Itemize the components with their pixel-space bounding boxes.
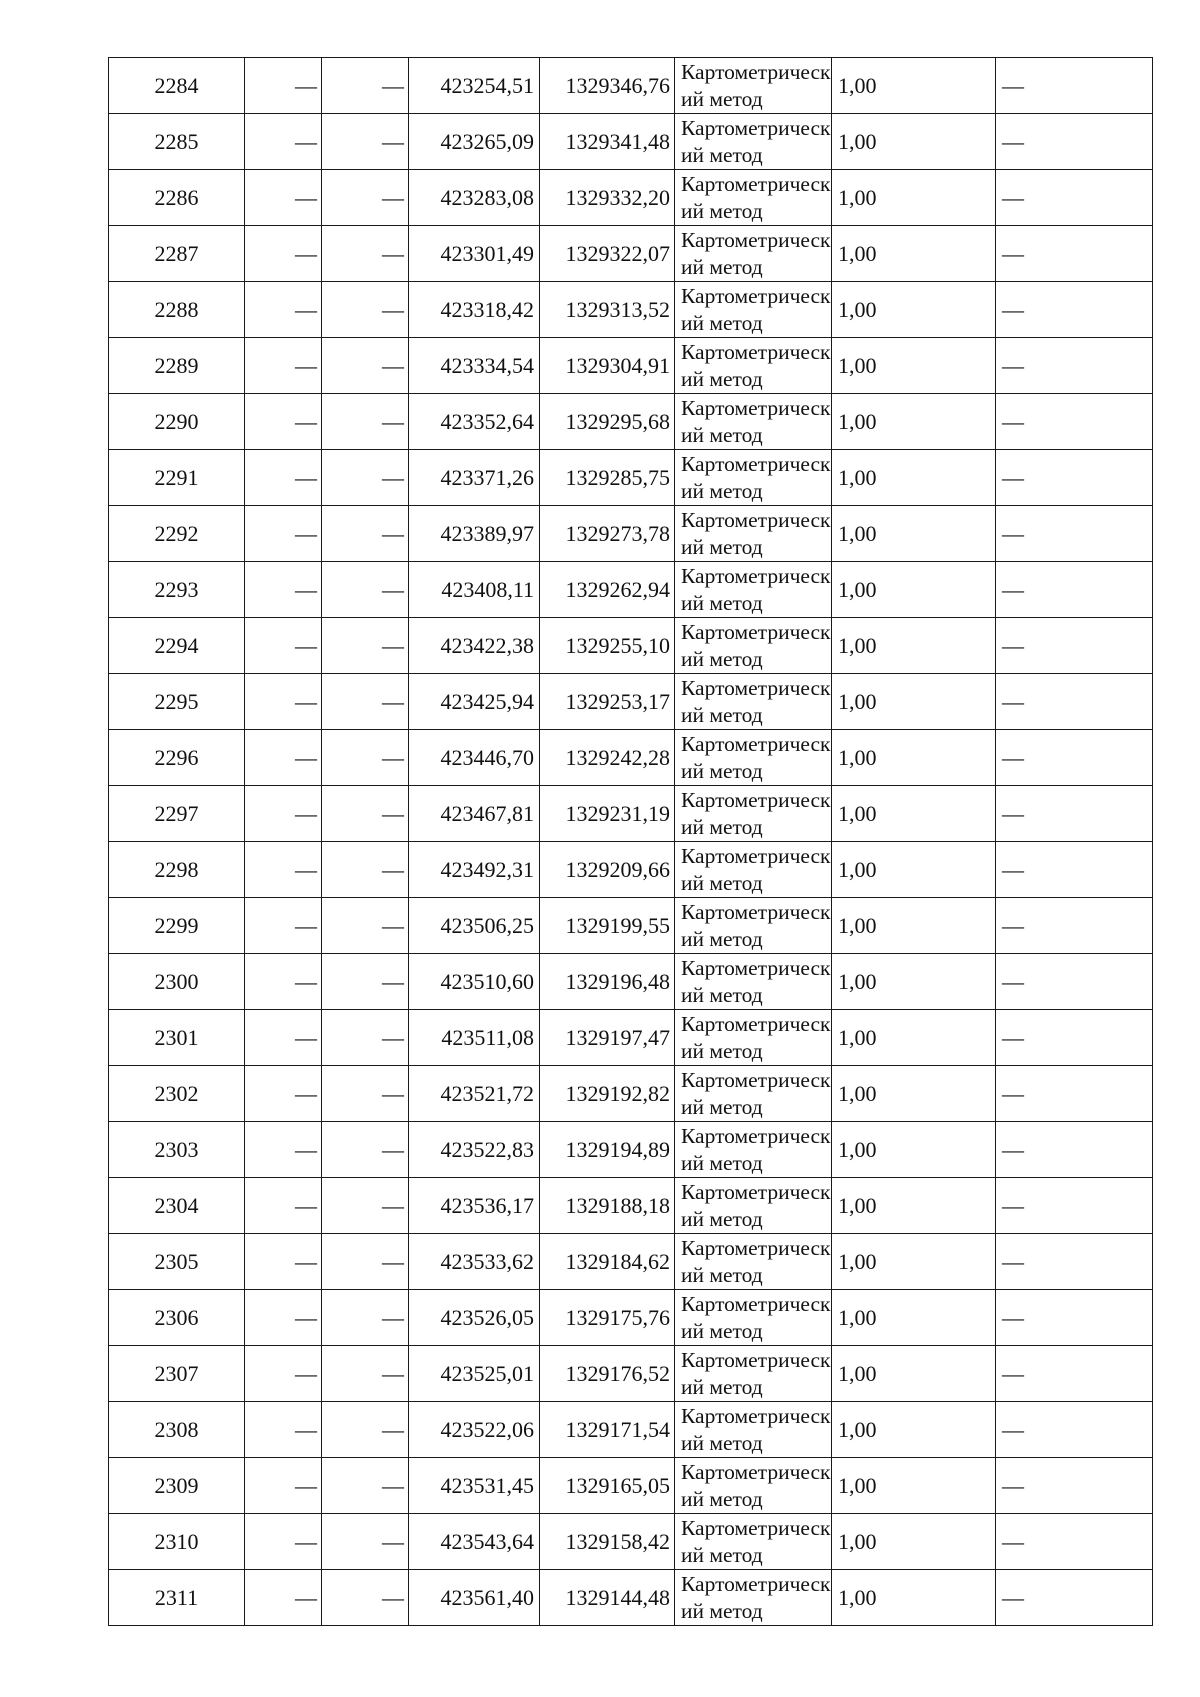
- description-cell: —: [996, 1458, 1153, 1514]
- y-coordinate-cell: 1329322,07: [540, 226, 675, 282]
- accuracy-cell: 1,00: [832, 1458, 996, 1514]
- accuracy-cell: 1,00: [832, 394, 996, 450]
- empty-value-cell: —: [322, 674, 409, 730]
- method-cell: Картометрический метод: [675, 1178, 832, 1234]
- description-cell: —: [996, 1570, 1153, 1626]
- table-row: [109, 1346, 1153, 1402]
- point-number-cell: 2307: [109, 1346, 245, 1402]
- empty-value-cell: —: [245, 842, 322, 898]
- table-row: [109, 58, 1153, 114]
- description-cell: —: [996, 450, 1153, 506]
- table-row: [109, 1122, 1153, 1178]
- empty-value-cell: —: [245, 1010, 322, 1066]
- accuracy-cell: 1,00: [832, 1010, 996, 1066]
- accuracy-cell: 1,00: [832, 226, 996, 282]
- point-number-cell: 2309: [109, 1458, 245, 1514]
- x-coordinate-cell: 423522,83: [409, 1122, 540, 1178]
- empty-value-cell: —: [245, 898, 322, 954]
- empty-value-cell: —: [322, 562, 409, 618]
- x-coordinate-cell: 423425,94: [409, 674, 540, 730]
- empty-value-cell: —: [322, 1122, 409, 1178]
- empty-value-cell: —: [245, 450, 322, 506]
- point-number-cell: 2290: [109, 394, 245, 450]
- empty-value-cell: —: [322, 1066, 409, 1122]
- empty-value-cell: —: [245, 58, 322, 114]
- empty-value-cell: —: [245, 730, 322, 786]
- y-coordinate-cell: 1329199,55: [540, 898, 675, 954]
- empty-value-cell: —: [322, 1402, 409, 1458]
- empty-value-cell: —: [322, 1570, 409, 1626]
- table-row: [109, 114, 1153, 170]
- method-cell: Картометрический метод: [675, 562, 832, 618]
- method-cell: Картометрический метод: [675, 1458, 832, 1514]
- accuracy-cell: 1,00: [832, 170, 996, 226]
- accuracy-cell: 1,00: [832, 1346, 996, 1402]
- point-number-cell: 2284: [109, 58, 245, 114]
- method-cell: Картометрический метод: [675, 282, 832, 338]
- table-row: [109, 1066, 1153, 1122]
- description-cell: —: [996, 562, 1153, 618]
- method-cell: Картометрический метод: [675, 898, 832, 954]
- method-cell: Картометрический метод: [675, 1570, 832, 1626]
- description-cell: —: [996, 842, 1153, 898]
- point-number-cell: 2285: [109, 114, 245, 170]
- method-cell: Картометрический метод: [675, 1066, 832, 1122]
- table-row: [109, 1290, 1153, 1346]
- accuracy-cell: 1,00: [832, 954, 996, 1010]
- method-cell: Картометрический метод: [675, 1402, 832, 1458]
- table-row: [109, 394, 1153, 450]
- point-number-cell: 2303: [109, 1122, 245, 1178]
- x-coordinate-cell: 423521,72: [409, 1066, 540, 1122]
- x-coordinate-cell: 423525,01: [409, 1346, 540, 1402]
- accuracy-cell: 1,00: [832, 618, 996, 674]
- method-cell: Картометрический метод: [675, 170, 832, 226]
- table-row: [109, 282, 1153, 338]
- empty-value-cell: —: [245, 618, 322, 674]
- empty-value-cell: —: [322, 226, 409, 282]
- y-coordinate-cell: 1329175,76: [540, 1290, 675, 1346]
- accuracy-cell: 1,00: [832, 58, 996, 114]
- method-cell: Картометрический метод: [675, 1514, 832, 1570]
- y-coordinate-cell: 1329176,52: [540, 1346, 675, 1402]
- description-cell: —: [996, 170, 1153, 226]
- method-cell: Картометрический метод: [675, 506, 832, 562]
- description-cell: —: [996, 674, 1153, 730]
- accuracy-cell: 1,00: [832, 1178, 996, 1234]
- empty-value-cell: —: [245, 674, 322, 730]
- accuracy-cell: 1,00: [832, 730, 996, 786]
- table-row: [109, 1234, 1153, 1290]
- y-coordinate-cell: 1329231,19: [540, 786, 675, 842]
- table-row: [109, 450, 1153, 506]
- empty-value-cell: —: [322, 170, 409, 226]
- x-coordinate-cell: 423536,17: [409, 1178, 540, 1234]
- x-coordinate-cell: 423301,49: [409, 226, 540, 282]
- y-coordinate-cell: 1329285,75: [540, 450, 675, 506]
- table-row: [109, 674, 1153, 730]
- method-cell: Картометрический метод: [675, 1122, 832, 1178]
- point-number-cell: 2297: [109, 786, 245, 842]
- y-coordinate-cell: 1329295,68: [540, 394, 675, 450]
- empty-value-cell: —: [322, 1514, 409, 1570]
- y-coordinate-cell: 1329197,47: [540, 1010, 675, 1066]
- method-cell: Картометрический метод: [675, 618, 832, 674]
- empty-value-cell: —: [245, 282, 322, 338]
- x-coordinate-cell: 423511,08: [409, 1010, 540, 1066]
- description-cell: —: [996, 1122, 1153, 1178]
- empty-value-cell: —: [322, 618, 409, 674]
- point-number-cell: 2292: [109, 506, 245, 562]
- method-cell: Картометрический метод: [675, 842, 832, 898]
- accuracy-cell: 1,00: [832, 786, 996, 842]
- x-coordinate-cell: 423265,09: [409, 114, 540, 170]
- y-coordinate-cell: 1329194,89: [540, 1122, 675, 1178]
- y-coordinate-cell: 1329188,18: [540, 1178, 675, 1234]
- description-cell: —: [996, 1290, 1153, 1346]
- description-cell: —: [996, 618, 1153, 674]
- x-coordinate-cell: 423467,81: [409, 786, 540, 842]
- table-row: [109, 1514, 1153, 1570]
- empty-value-cell: —: [322, 1178, 409, 1234]
- y-coordinate-cell: 1329346,76: [540, 58, 675, 114]
- x-coordinate-cell: 423371,26: [409, 450, 540, 506]
- table-row: [109, 618, 1153, 674]
- point-number-cell: 2296: [109, 730, 245, 786]
- description-cell: —: [996, 898, 1153, 954]
- method-cell: Картометрический метод: [675, 674, 832, 730]
- description-cell: —: [996, 394, 1153, 450]
- x-coordinate-cell: 423561,40: [409, 1570, 540, 1626]
- accuracy-cell: 1,00: [832, 450, 996, 506]
- x-coordinate-cell: 423526,05: [409, 1290, 540, 1346]
- x-coordinate-cell: 423543,64: [409, 1514, 540, 1570]
- empty-value-cell: —: [322, 1234, 409, 1290]
- empty-value-cell: —: [245, 1234, 322, 1290]
- point-number-cell: 2306: [109, 1290, 245, 1346]
- table-row: [109, 786, 1153, 842]
- empty-value-cell: —: [322, 1458, 409, 1514]
- empty-value-cell: —: [245, 170, 322, 226]
- table-row: [109, 1570, 1153, 1626]
- empty-value-cell: —: [245, 1346, 322, 1402]
- point-number-cell: 2304: [109, 1178, 245, 1234]
- description-cell: —: [996, 954, 1153, 1010]
- accuracy-cell: 1,00: [832, 1122, 996, 1178]
- method-cell: Картометрический метод: [675, 450, 832, 506]
- x-coordinate-cell: 423522,06: [409, 1402, 540, 1458]
- point-number-cell: 2291: [109, 450, 245, 506]
- method-cell: Картометрический метод: [675, 730, 832, 786]
- y-coordinate-cell: 1329242,28: [540, 730, 675, 786]
- point-number-cell: 2294: [109, 618, 245, 674]
- empty-value-cell: —: [245, 506, 322, 562]
- table-row: [109, 562, 1153, 618]
- empty-value-cell: —: [322, 1010, 409, 1066]
- point-number-cell: 2308: [109, 1402, 245, 1458]
- x-coordinate-cell: 423510,60: [409, 954, 540, 1010]
- y-coordinate-cell: 1329332,20: [540, 170, 675, 226]
- x-coordinate-cell: 423283,08: [409, 170, 540, 226]
- empty-value-cell: —: [322, 506, 409, 562]
- empty-value-cell: —: [322, 450, 409, 506]
- x-coordinate-cell: 423492,31: [409, 842, 540, 898]
- empty-value-cell: —: [322, 786, 409, 842]
- point-number-cell: 2295: [109, 674, 245, 730]
- point-number-cell: 2287: [109, 226, 245, 282]
- empty-value-cell: —: [322, 842, 409, 898]
- y-coordinate-cell: 1329196,48: [540, 954, 675, 1010]
- table-row: [109, 1178, 1153, 1234]
- empty-value-cell: —: [245, 1402, 322, 1458]
- description-cell: —: [996, 1514, 1153, 1570]
- method-cell: Картометрический метод: [675, 338, 832, 394]
- x-coordinate-cell: 423352,64: [409, 394, 540, 450]
- accuracy-cell: 1,00: [832, 282, 996, 338]
- accuracy-cell: 1,00: [832, 1234, 996, 1290]
- empty-value-cell: —: [245, 1066, 322, 1122]
- empty-value-cell: —: [245, 1178, 322, 1234]
- description-cell: —: [996, 1346, 1153, 1402]
- table-row: [109, 338, 1153, 394]
- table-row: [109, 954, 1153, 1010]
- y-coordinate-cell: 1329144,48: [540, 1570, 675, 1626]
- empty-value-cell: —: [245, 1570, 322, 1626]
- empty-value-cell: —: [245, 1458, 322, 1514]
- point-number-cell: 2302: [109, 1066, 245, 1122]
- accuracy-cell: 1,00: [832, 842, 996, 898]
- accuracy-cell: 1,00: [832, 338, 996, 394]
- point-number-cell: 2289: [109, 338, 245, 394]
- description-cell: —: [996, 338, 1153, 394]
- point-number-cell: 2288: [109, 282, 245, 338]
- point-number-cell: 2311: [109, 1570, 245, 1626]
- empty-value-cell: —: [245, 1514, 322, 1570]
- x-coordinate-cell: 423408,11: [409, 562, 540, 618]
- description-cell: —: [996, 58, 1153, 114]
- accuracy-cell: 1,00: [832, 506, 996, 562]
- x-coordinate-cell: 423389,97: [409, 506, 540, 562]
- method-cell: Картометрический метод: [675, 226, 832, 282]
- description-cell: —: [996, 1402, 1153, 1458]
- table-row: [109, 898, 1153, 954]
- point-number-cell: 2305: [109, 1234, 245, 1290]
- description-cell: —: [996, 114, 1153, 170]
- point-number-cell: 2299: [109, 898, 245, 954]
- x-coordinate-cell: 423506,25: [409, 898, 540, 954]
- method-cell: Картометрический метод: [675, 1234, 832, 1290]
- method-cell: Картометрический метод: [675, 394, 832, 450]
- description-cell: —: [996, 282, 1153, 338]
- accuracy-cell: 1,00: [832, 1402, 996, 1458]
- point-number-cell: 2301: [109, 1010, 245, 1066]
- accuracy-cell: 1,00: [832, 562, 996, 618]
- empty-value-cell: —: [322, 394, 409, 450]
- accuracy-cell: 1,00: [832, 898, 996, 954]
- y-coordinate-cell: 1329184,62: [540, 1234, 675, 1290]
- method-cell: Картометрический метод: [675, 1346, 832, 1402]
- empty-value-cell: —: [322, 338, 409, 394]
- empty-value-cell: —: [322, 1290, 409, 1346]
- method-cell: Картометрический метод: [675, 114, 832, 170]
- x-coordinate-cell: 423422,38: [409, 618, 540, 674]
- description-cell: —: [996, 1234, 1153, 1290]
- y-coordinate-cell: 1329192,82: [540, 1066, 675, 1122]
- y-coordinate-cell: 1329273,78: [540, 506, 675, 562]
- table-row: [109, 1402, 1153, 1458]
- empty-value-cell: —: [322, 898, 409, 954]
- y-coordinate-cell: 1329341,48: [540, 114, 675, 170]
- empty-value-cell: —: [322, 58, 409, 114]
- point-number-cell: 2300: [109, 954, 245, 1010]
- method-cell: Картометрический метод: [675, 1010, 832, 1066]
- y-coordinate-cell: 1329255,10: [540, 618, 675, 674]
- x-coordinate-cell: 423318,42: [409, 282, 540, 338]
- empty-value-cell: —: [322, 1346, 409, 1402]
- table-row: [109, 1458, 1153, 1514]
- empty-value-cell: —: [245, 562, 322, 618]
- empty-value-cell: —: [245, 226, 322, 282]
- point-number-cell: 2293: [109, 562, 245, 618]
- method-cell: Картометрический метод: [675, 58, 832, 114]
- point-number-cell: 2310: [109, 1514, 245, 1570]
- table-row: [109, 842, 1153, 898]
- empty-value-cell: —: [245, 1122, 322, 1178]
- y-coordinate-cell: 1329304,91: [540, 338, 675, 394]
- table-body: [109, 58, 1153, 1626]
- y-coordinate-cell: 1329209,66: [540, 842, 675, 898]
- x-coordinate-cell: 423254,51: [409, 58, 540, 114]
- x-coordinate-cell: 423531,45: [409, 1458, 540, 1514]
- table-row: [109, 506, 1153, 562]
- description-cell: —: [996, 226, 1153, 282]
- x-coordinate-cell: 423446,70: [409, 730, 540, 786]
- y-coordinate-cell: 1329262,94: [540, 562, 675, 618]
- accuracy-cell: 1,00: [832, 1514, 996, 1570]
- description-cell: —: [996, 1010, 1153, 1066]
- method-cell: Картометрический метод: [675, 786, 832, 842]
- method-cell: Картометрический метод: [675, 1290, 832, 1346]
- y-coordinate-cell: 1329165,05: [540, 1458, 675, 1514]
- empty-value-cell: —: [245, 786, 322, 842]
- table-row: [109, 730, 1153, 786]
- empty-value-cell: —: [322, 282, 409, 338]
- empty-value-cell: —: [322, 730, 409, 786]
- accuracy-cell: 1,00: [832, 1570, 996, 1626]
- coordinates-table: [108, 57, 1153, 1626]
- empty-value-cell: —: [245, 114, 322, 170]
- description-cell: —: [996, 1178, 1153, 1234]
- empty-value-cell: —: [322, 954, 409, 1010]
- table-row: [109, 226, 1153, 282]
- table-row: [109, 1010, 1153, 1066]
- method-cell: Картометрический метод: [675, 954, 832, 1010]
- description-cell: —: [996, 506, 1153, 562]
- empty-value-cell: —: [322, 114, 409, 170]
- description-cell: —: [996, 730, 1153, 786]
- empty-value-cell: —: [245, 338, 322, 394]
- accuracy-cell: 1,00: [832, 674, 996, 730]
- point-number-cell: 2286: [109, 170, 245, 226]
- accuracy-cell: 1,00: [832, 114, 996, 170]
- y-coordinate-cell: 1329158,42: [540, 1514, 675, 1570]
- table-row: [109, 170, 1153, 226]
- x-coordinate-cell: 423334,54: [409, 338, 540, 394]
- accuracy-cell: 1,00: [832, 1290, 996, 1346]
- empty-value-cell: —: [245, 1290, 322, 1346]
- accuracy-cell: 1,00: [832, 1066, 996, 1122]
- x-coordinate-cell: 423533,62: [409, 1234, 540, 1290]
- empty-value-cell: —: [245, 954, 322, 1010]
- point-number-cell: 2298: [109, 842, 245, 898]
- empty-value-cell: —: [245, 394, 322, 450]
- y-coordinate-cell: 1329253,17: [540, 674, 675, 730]
- description-cell: —: [996, 1066, 1153, 1122]
- y-coordinate-cell: 1329313,52: [540, 282, 675, 338]
- y-coordinate-cell: 1329171,54: [540, 1402, 675, 1458]
- description-cell: —: [996, 786, 1153, 842]
